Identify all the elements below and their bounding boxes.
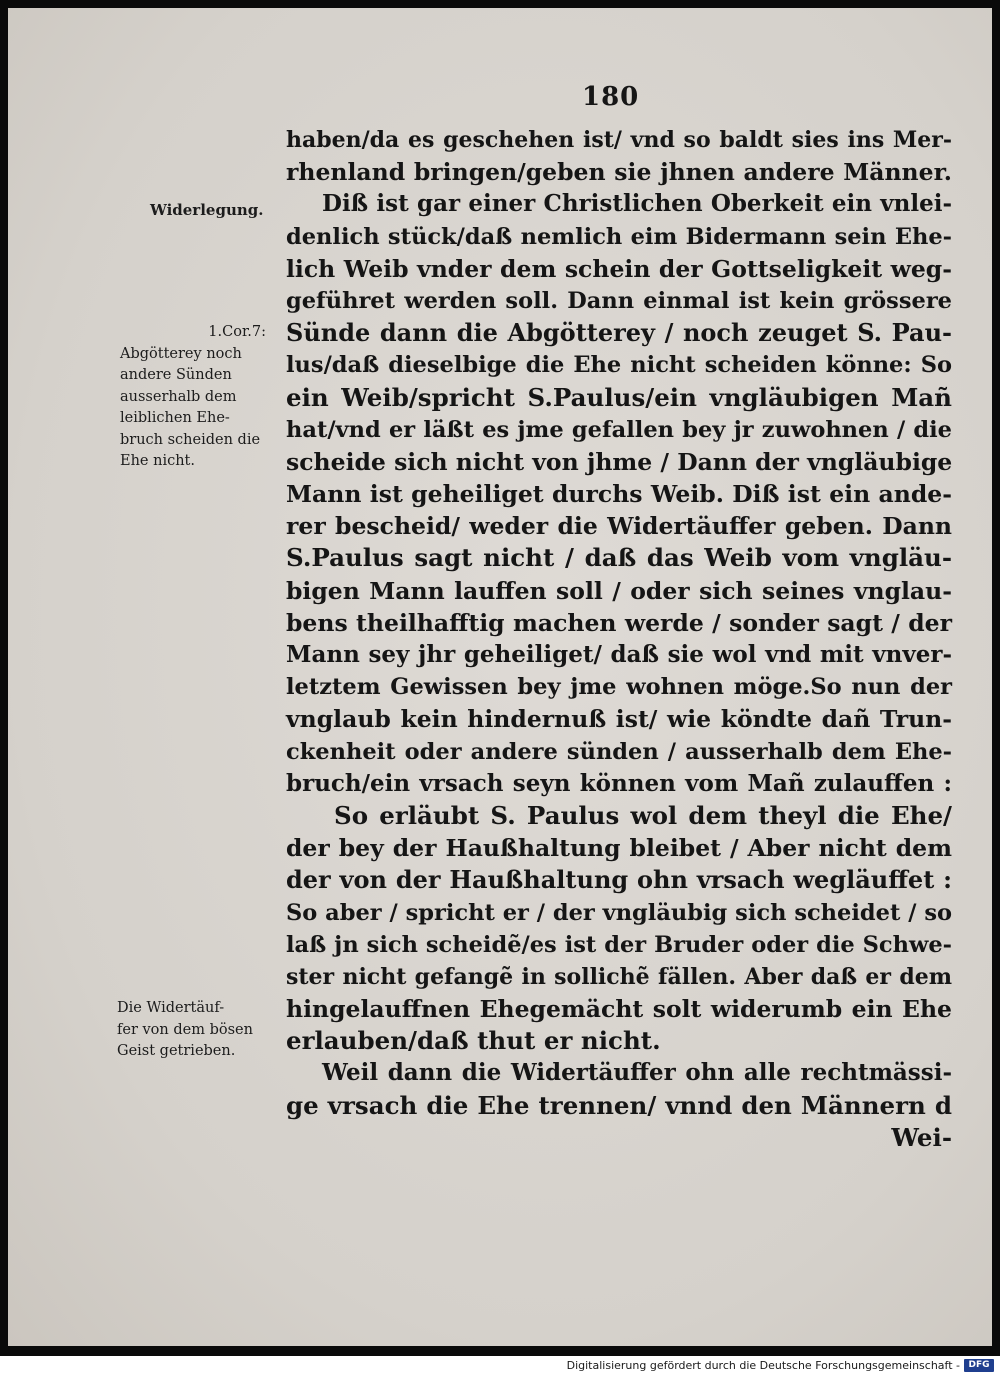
margin-note-corinthians bbox=[120, 322, 280, 473]
text-line: lich Weib vnder dem schein der Gottseligkeit weg- bbox=[286, 254, 952, 283]
text-line: Mann sey jhr geheiliget/ daß sie wol vnd mit vnver- bbox=[286, 641, 952, 668]
margin-note-line: leiblichen Ehe- bbox=[120, 410, 230, 426]
digitization-footer bbox=[0, 1356, 1000, 1376]
text-line: hat/vnd er läßt es jme gefallen bey jr zuwohnen / die bbox=[286, 416, 952, 443]
margin-note-refutation bbox=[150, 200, 282, 222]
text-line: der von der Haußhaltung ohn vrsach wegläuffet : bbox=[286, 865, 952, 895]
text-line: haben/da es geschehen ist/ vnd so baldt sies ins Mer- bbox=[286, 127, 952, 153]
margin-note-line: Die Widertäuf- bbox=[117, 1000, 225, 1016]
text-line: Weil dann die Widertäuffer ohn alle rechtmässi- bbox=[322, 1059, 952, 1087]
dfg-logo-icon: DFG bbox=[964, 1359, 994, 1372]
text-line: ster nicht gefangẽ in sollichẽ fällen. Aber daß er dem bbox=[286, 963, 952, 990]
text-line: rer bescheid/ weder die Widertäuffer geben. Dann bbox=[286, 512, 952, 541]
text-line: rhenland bringen/geben sie jhnen andere Männer. bbox=[286, 158, 952, 187]
text-line: lus/daß dieselbige die Ehe nicht scheiden könne: So bbox=[286, 352, 952, 379]
text-line: hingelauffnen Ehegemächt solt widerumb ein Ehe bbox=[286, 995, 952, 1024]
margin-note-line: ausserhalb dem bbox=[120, 388, 237, 405]
margin-note-line: bruch scheiden die bbox=[120, 431, 261, 448]
text-line: laß jn sich scheidẽ/es ist der Bruder oder die Schwe- bbox=[286, 931, 952, 958]
text-line: erlauben/daß thut er nicht. bbox=[286, 1026, 661, 1056]
text-line: Mann ist geheiliget durchs Weib. Diß ist ein ande- bbox=[286, 480, 952, 509]
margin-note-line: Ehe nicht. bbox=[120, 453, 195, 469]
margin-note-anabaptists bbox=[117, 998, 287, 1063]
text-line: bens theilhafftig machen werde / sonder sagt / der bbox=[286, 608, 952, 637]
margin-note-line: Geist getrieben. bbox=[117, 1043, 236, 1059]
main-text-column bbox=[286, 124, 952, 1154]
page-number: 180 bbox=[582, 82, 640, 112]
text-line: ein Weib/spricht S.Paulus/ein vngläubigen Mañ bbox=[286, 382, 952, 412]
margin-note-line: fer von dem bösen bbox=[117, 1021, 253, 1038]
margin-note-line: Abgötterey noch bbox=[120, 345, 242, 362]
text-line: vnglaub kein hindernuß ist/ wie köndte dañ Trun- bbox=[286, 705, 952, 734]
text-line: bruch/ein vrsach seyn können vom Mañ zulauffen : bbox=[286, 769, 952, 797]
text-line: So aber / spricht er / der vngläubig sich scheidet / so bbox=[286, 899, 952, 926]
text-line: S.Paulus sagt nicht / daß das Weib vom vngläu- bbox=[286, 543, 952, 573]
margin-note-line: Widerlegung. bbox=[150, 201, 264, 219]
margin-note-line: 1.Cor.7: bbox=[208, 324, 266, 340]
text-line: letztem Gewissen bey jme wohnen möge.So nun der bbox=[286, 674, 952, 701]
catchword: Wei- bbox=[891, 1122, 952, 1152]
text-line: bigen Mann lauffen soll / oder sich seines vnglau- bbox=[286, 576, 952, 605]
funding-credit: Digitalisierung gefördert durch die Deutsche Forschungsgemeinschaft - bbox=[566, 1359, 960, 1372]
margin-note-line: andere Sünden bbox=[120, 367, 232, 383]
text-line: Sünde dann die Abgötterey / noch zeuget S. Pau- bbox=[286, 318, 952, 348]
text-line: scheide sich nicht von jhme / Dann der vngläubige bbox=[286, 447, 953, 476]
text-line: ge vrsach die Ehe trennen/ vnnd den Männern d bbox=[286, 1090, 952, 1120]
text-line: ckenheit oder andere sünden / ausserhalb dem Ehe- bbox=[286, 738, 952, 765]
text-line: Diß ist gar einer Christlichen Oberkeit ein vnlei- bbox=[322, 190, 952, 218]
text-line: denlich stück/daß nemlich eim Bidermann sein Ehe- bbox=[286, 223, 952, 250]
text-line: der bey der Haußhaltung bleibet / Aber nicht dem bbox=[286, 834, 952, 863]
text-line: geführet werden soll. Dann einmal ist kein grössere bbox=[286, 287, 952, 314]
text-line: So erläubt S. Paulus wol dem theyl die Ehe/ bbox=[334, 800, 952, 830]
